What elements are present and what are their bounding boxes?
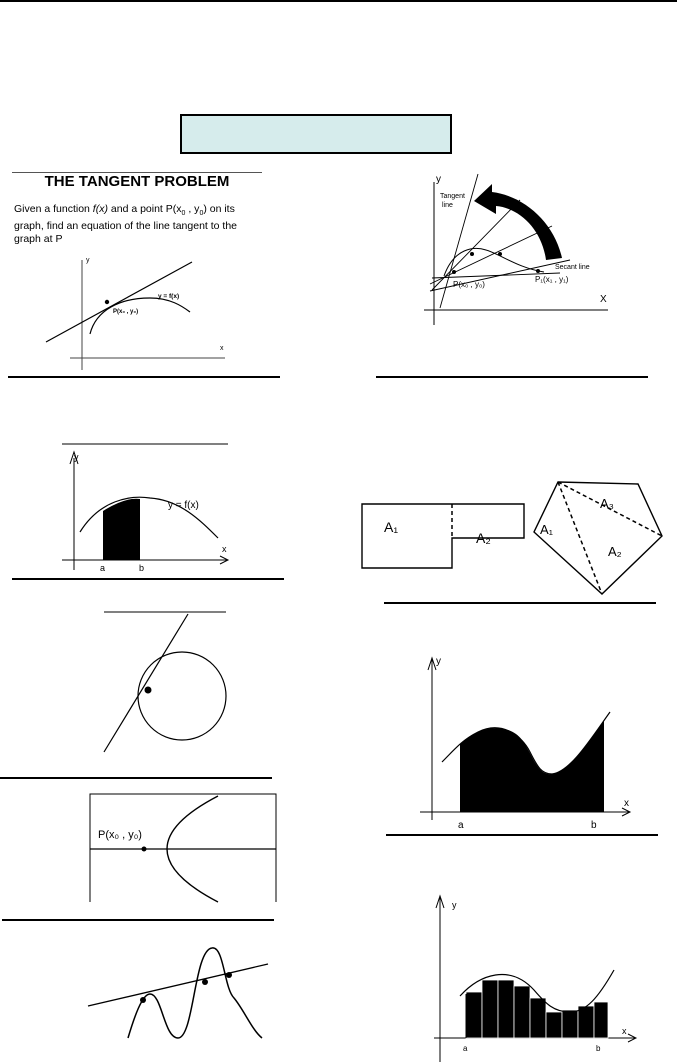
rule-7 [2, 919, 274, 921]
tangent-problem-description: Given a function f(x) and a point $P(x_0$ , $y_0$) on its graph, find an equation of the line tangent to the graph at P [14, 203, 238, 246]
pentagon-a3-label: A₃ [600, 496, 614, 511]
b-label: b [139, 563, 145, 573]
shaded-area [460, 720, 604, 812]
intermediate-point-2 [498, 252, 502, 256]
shaded-area [103, 499, 140, 560]
p-label: P(x₀ , y₀) [453, 280, 485, 289]
intermediate-point-1 [470, 252, 474, 256]
top-border-line [0, 0, 677, 2]
point-label: P(x₀ , y₀) [98, 829, 142, 841]
rule-5 [0, 777, 272, 779]
tangent-line [104, 614, 188, 752]
polygon-areas-figure [348, 476, 668, 596]
circle [138, 652, 226, 740]
b-label: b [596, 1044, 601, 1053]
riemann-sum-figure [430, 894, 640, 1062]
y-axis-label: y [74, 452, 79, 462]
rule-1 [8, 376, 280, 378]
rule-4 [384, 602, 656, 604]
pentagon-a2-label: A₂ [608, 544, 622, 559]
rect-6 [546, 1012, 562, 1038]
title-box [180, 114, 452, 154]
circle-tangent-figure [98, 608, 230, 760]
rect-2 [482, 980, 498, 1038]
rect-8 [578, 1006, 594, 1038]
secant-to-tangent-figure [420, 168, 610, 328]
x-axis-label: x [220, 345, 224, 352]
x-axis-label: x [624, 798, 629, 809]
line [88, 964, 268, 1006]
tangent-point [105, 300, 109, 304]
tangent-line [46, 262, 192, 342]
rect-4 [514, 986, 530, 1038]
rule-3 [12, 578, 284, 580]
area-wave-figure [418, 652, 633, 832]
tangent-label-1: Tangent [440, 193, 465, 200]
x-axis-label: x [222, 544, 227, 554]
oscillating-curve-figure [84, 938, 274, 1042]
tangent-graph [10, 170, 264, 374]
b-label: b [591, 820, 597, 831]
rect-9 [594, 1002, 608, 1038]
area-under-curve-figure [50, 440, 240, 575]
intersection-3 [226, 972, 232, 978]
secant-label: Secant line [555, 264, 590, 271]
parabola-figure [86, 792, 278, 904]
motion-arrow [474, 184, 562, 260]
pentagon-a1-label: A₁ [540, 522, 554, 537]
point-p [452, 270, 456, 274]
a-label: a [458, 820, 464, 831]
curve [90, 298, 190, 334]
point-label: P(x₀ , y₀) [113, 309, 139, 315]
intersection-2 [202, 979, 208, 985]
tangent-point [145, 687, 152, 694]
y-axis-label: y [436, 656, 441, 667]
x-axis-label: x [622, 1026, 627, 1036]
rect-3 [498, 980, 514, 1038]
rule-6 [386, 834, 658, 836]
tangent-label-2: line [442, 202, 453, 209]
oscillating-curve [128, 948, 262, 1038]
a-label: a [100, 563, 106, 573]
vertex-point [142, 847, 147, 852]
tangent-problem-heading: THE TANGENT PROBLEM [44, 173, 230, 190]
y-axis-label: y [452, 900, 457, 910]
rect-5 [530, 998, 546, 1038]
y-axis-label: y [436, 174, 441, 185]
area-a2-label: A₂ [476, 530, 491, 546]
intersection-1 [140, 997, 146, 1003]
a-label: a [463, 1044, 468, 1053]
point-p1 [536, 269, 540, 273]
p1-label: P₁(x₁ , y₁) [535, 275, 569, 284]
curve-label: y = f(x) [158, 293, 180, 300]
rect-1 [466, 992, 482, 1038]
frame [90, 794, 276, 902]
x-axis-label: X [600, 294, 607, 305]
rule-2 [376, 376, 648, 378]
area-a1-label: A₁ [384, 519, 399, 535]
riemann-rectangles [466, 980, 608, 1038]
tangent-problem-panel [10, 170, 264, 374]
rect-7 [562, 1010, 578, 1038]
curve-label: y = f(x) [168, 500, 199, 511]
y-axis-label: y [86, 257, 90, 264]
